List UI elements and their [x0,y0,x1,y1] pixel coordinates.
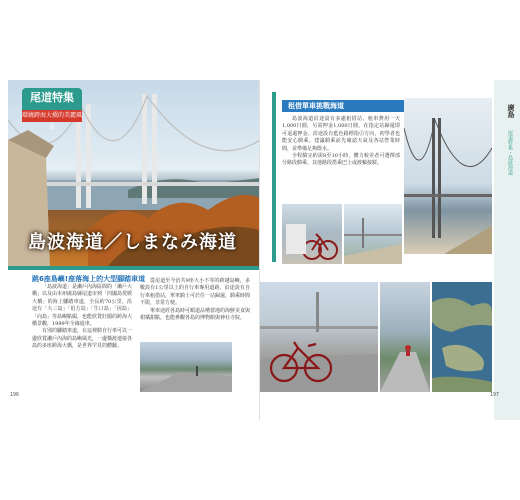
right-page [260,80,520,420]
photo-suspension-bridge [404,98,492,254]
chapter-tab-title: 廣島 [507,104,515,118]
chapter-tab-subtitle: 尾道特集・島波海道 [507,130,513,175]
photo-bridge-distance [344,204,402,264]
article-title: 島波海道／しまなみ海道 [28,232,237,253]
box-heading: 租借單車挑戰海道 [282,100,408,112]
paragraph: 島波海道沿途設有多處租借站，租車費用一天1,000日圓，另需押金1,000日圓，在指定站歸還即可退還押金。沿途設有藍色路標指引方向，初學者也能安心騎乘。建議騎乘前先確認天氣及各站營業時間，並準備足夠飲水。 [282,116,400,152]
left-text-column-2 [140,278,250,322]
photo-cyclist-road [380,282,430,392]
left-text-column-1 [32,284,132,351]
photo-red-bicycle [260,282,378,392]
section-subhead: 跳6座島嶼!座落海上的大型腳踏車道 [32,275,146,283]
feature-badge: 尾道特集 [22,88,82,118]
page-number: 196 [10,392,20,398]
section-accent-bar [272,92,276,262]
paragraph: 全程騎完約需8至10小時，體力較差者可選擇部分路段騎乘，其他路段搭乘巴士或渡輪接駁。 [282,153,400,167]
paragraph: 有別的腳踏車道，在這裡騎自行車可以一邊欣賞瀨戶內海的島嶼風光，一邊橫渡連接各島的多座跨海大橋，是世界罕見的體驗。 [32,328,133,350]
paragraph: 單車途經各島時可順道品嚐當地的海鮮美食與柑橘甜點，也能參觀各島的博物館與神社寺院。 [140,307,251,322]
title-underline [8,266,260,270]
page-number: 197 [490,392,500,398]
left-page [0,80,260,420]
feature-badge-subtitle: 環繞跨海大橋的美麗風景 [22,112,83,131]
photo-aerial-islands [432,282,492,392]
paragraph: 從尾道至今治共9座大小不等的跨越島嶼，多數設有1公里以上的自行車專用道路，沿途設有自行車租借站，單車騎士可於任一站歸還，騎乘時間不限，非常方便。 [140,278,251,307]
photo-bicycle-parked [282,204,342,264]
photo-coastal-road [140,342,232,392]
right-text-column [282,116,400,168]
book-spread [0,80,520,420]
paragraph: 「島波海道」是瀨戶內海區間的「瀨戶大橋」以及由本州廣島縣尾道市到「四國島愛媛大橋」的海上腳踏車道，全長約70公里，沿途有「大三島」「伯方島」「生口島」「因島」「向島」等島嶼點綴，也能欣賞壯闊的跨海大橋景觀，1999年全線通車。 [32,284,133,328]
